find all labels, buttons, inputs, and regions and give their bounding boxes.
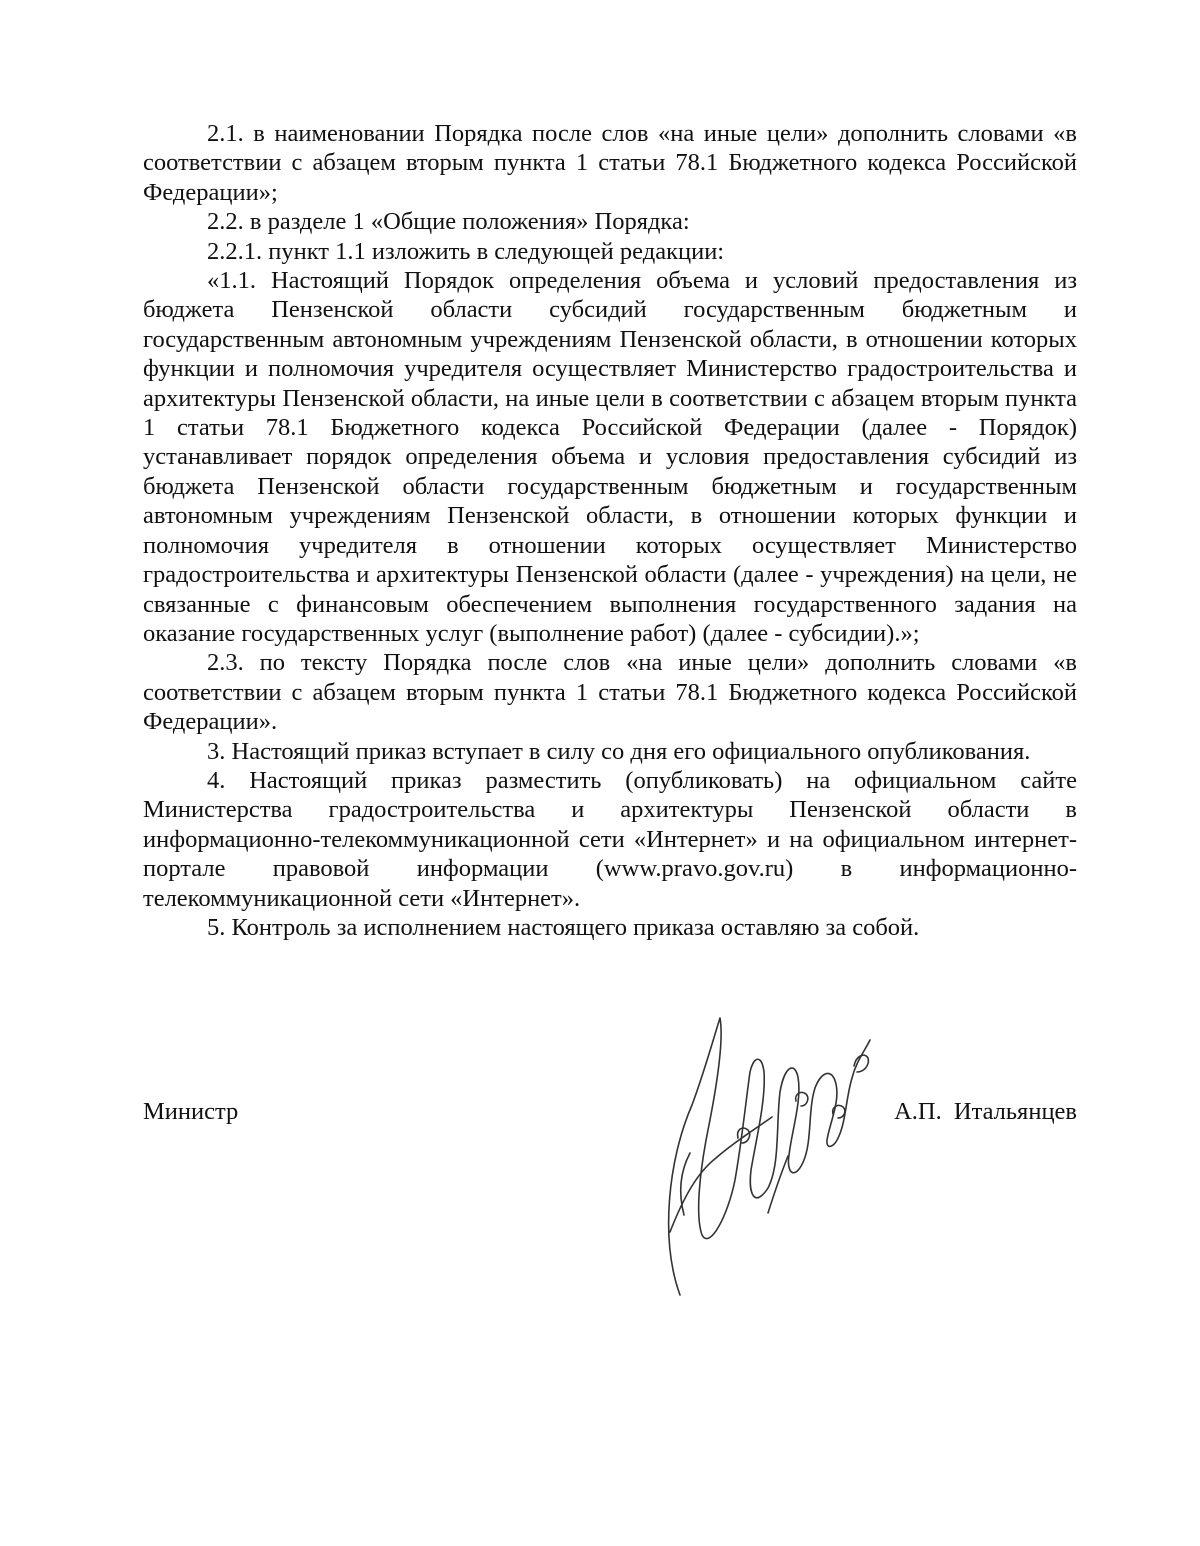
document-body: [143, 119, 1077, 942]
paragraph-3: 3. Настоящий приказ вступает в силу со дня его официального опубликования.: [207, 737, 1031, 765]
paragraph-5: 5. Контроль за исполнением настоящего приказа оставляю за собой.: [207, 913, 920, 941]
signatory-title: Министр: [143, 1098, 239, 1125]
paragraph-2-2: 2.2. в разделе 1 «Общие положения» Порядка:: [207, 208, 690, 236]
signatory-name: А.П. Итальянцев: [894, 1098, 1077, 1125]
paragraph-2-3: 2.3. по тексту Порядка после слов «на иные цели» дополнить словами «в соответствии с абзацем вторым пункта 1 статьи 78.1 Бюджетного кодекса Российской Федерации».: [143, 649, 1077, 736]
signature-block: [143, 1097, 1077, 1137]
paragraph-4: 4. Настоящий приказ разместить (опубликовать) на официальном сайте Министерства градостроительства и архитектуры Пензенской области в информационно-телекоммуникационной сети «Интернет» и на официальном интернет-портале правовой информации (www.pravo.gov.ru) в информационно-телекоммуникационной сети «Интернет».: [143, 766, 1077, 912]
paragraph-2-2-1: 2.2.1. пункт 1.1 изложить в следующей редакции:: [207, 237, 725, 265]
handwritten-signature-icon: [650, 1010, 880, 1310]
paragraph-2-1: 2.1. в наименовании Порядка после слов «на иные цели» дополнить словами «в соответствии с абзацем вторым пункта 1 статьи 78.1 Бюджетного кодекса Российской Федерации»;: [143, 120, 1077, 206]
paragraph-1-1-quote: «1.1. Настоящий Порядок определения объема и условий предоставления из бюджета Пензенской области субсидий государственным бюджетным и государственным автономным учреждениям Пензенской области, в отношении которых функции и полномочия учредителя осуществляет Министерство градостроительства и архитектуры Пензенской области, на иные цели в соответствии с абзацем вторым пункта 1 статьи 78.1 Бюджетного кодекса Российской Федерации (далее - Порядок) устанавливает порядок определения объема и условия предоставления субсидий из бюджета Пензенской области государственным бюджетным и государственным автономным учреждениям Пензенской области, в отношении которых функции и полномочия учредителя в отношении которых осуществляет Министерство градостроительства и архитектуры Пензенской области (далее - учреждения) на цели, не связанные с финансовым обеспечением выполнения государственного задания на оказание государственных услуг (выполнение работ) (далее - субсидии).»;: [143, 267, 1077, 647]
